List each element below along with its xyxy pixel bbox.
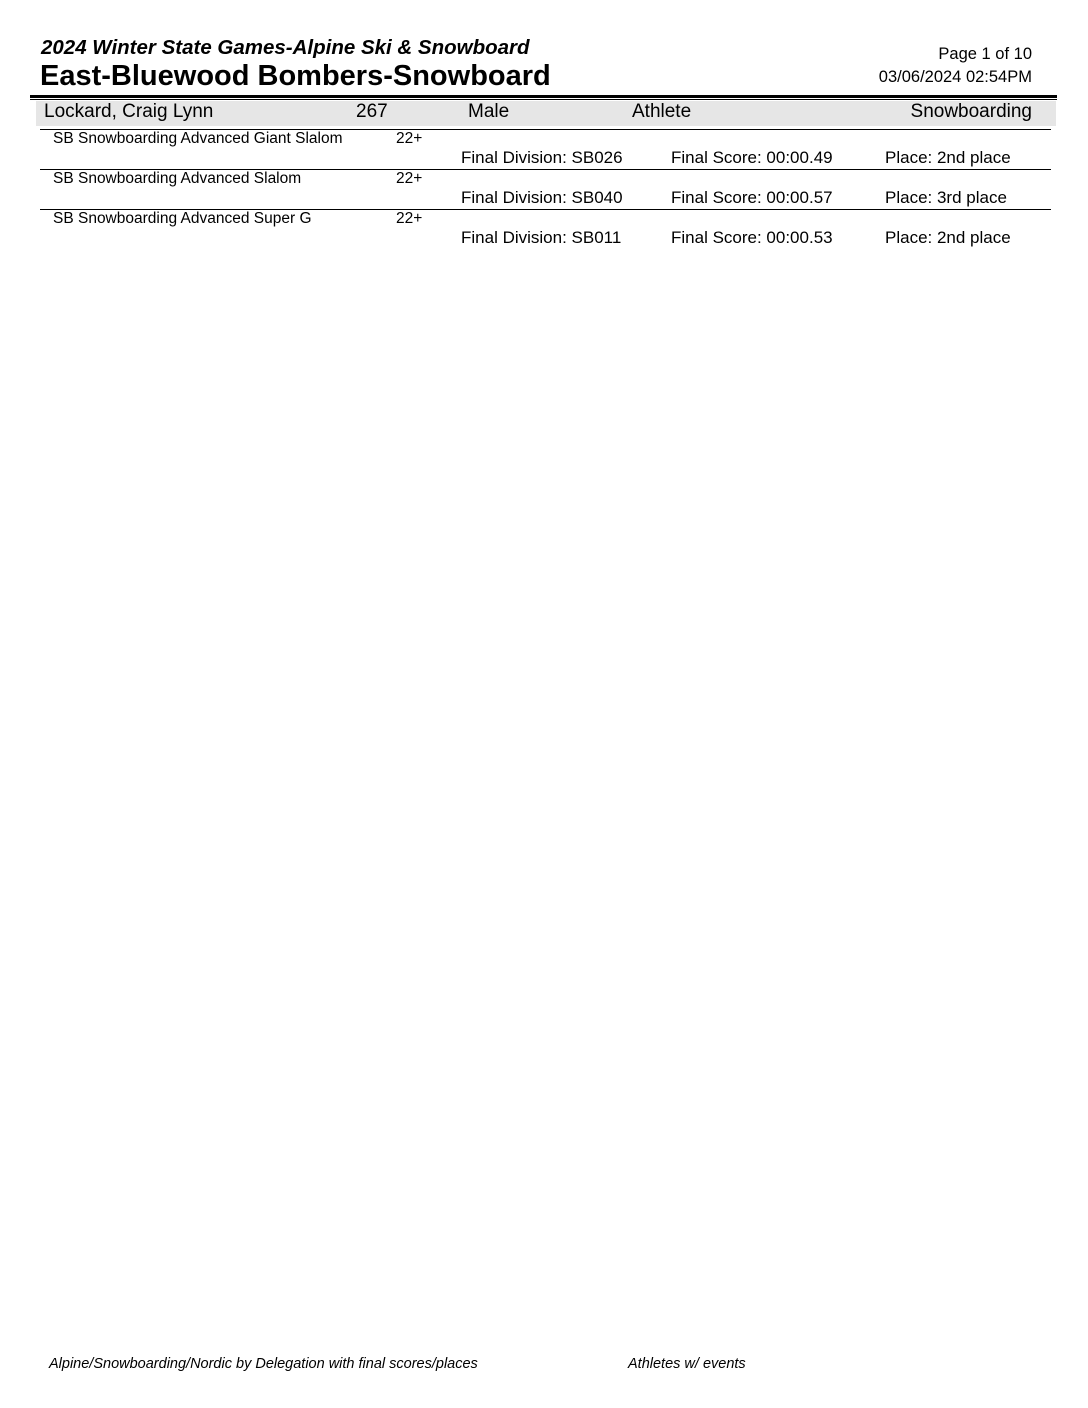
athlete-gender: Male (468, 101, 510, 122)
final-place: Place: 3rd place (885, 188, 1007, 207)
final-division: Final Division: SB011 (461, 228, 622, 247)
report-variant: Athletes w/ events (628, 1356, 746, 1372)
report-name: Alpine/Snowboarding/Nordic by Delegation with final scores/places (49, 1356, 478, 1372)
delegation-title: East-Bluewood Bombers-Snowboard (40, 60, 551, 92)
event-age-group: 22+ (396, 170, 423, 187)
final-score: Final Score: 00:00.57 (671, 188, 833, 207)
event-row (40, 209, 1051, 249)
event-age-group: 22+ (396, 210, 423, 227)
final-score: Final Score: 00:00.49 (671, 148, 833, 167)
athlete-sport: Snowboarding (910, 101, 1032, 122)
header-divider-thin (30, 99, 1057, 100)
event-name: SB Snowboarding Advanced Slalom (53, 170, 302, 187)
event-title: 2024 Winter State Games-Alpine Ski & Snowboard (41, 36, 530, 59)
final-place: Place: 2nd place (885, 148, 1011, 167)
event-age-group: 22+ (396, 130, 423, 147)
athlete-name: Lockard, Craig Lynn (44, 101, 214, 122)
final-place: Place: 2nd place (885, 228, 1011, 247)
event-row (40, 169, 1051, 209)
event-name: SB Snowboarding Advanced Super G (53, 210, 312, 227)
athlete-role: Athlete (632, 101, 692, 122)
event-name: SB Snowboarding Advanced Giant Slalom (53, 130, 343, 147)
final-division: Final Division: SB040 (461, 188, 623, 207)
event-row (40, 129, 1051, 169)
header-divider (30, 95, 1057, 98)
print-datetime: 03/06/2024 02:54PM (878, 68, 1032, 86)
page-number: Page 1 of 10 (938, 45, 1032, 63)
final-score: Final Score: 00:00.53 (671, 228, 833, 247)
athlete-row (36, 101, 1056, 126)
final-division: Final Division: SB026 (461, 148, 623, 167)
athlete-number: 267 (356, 101, 388, 122)
